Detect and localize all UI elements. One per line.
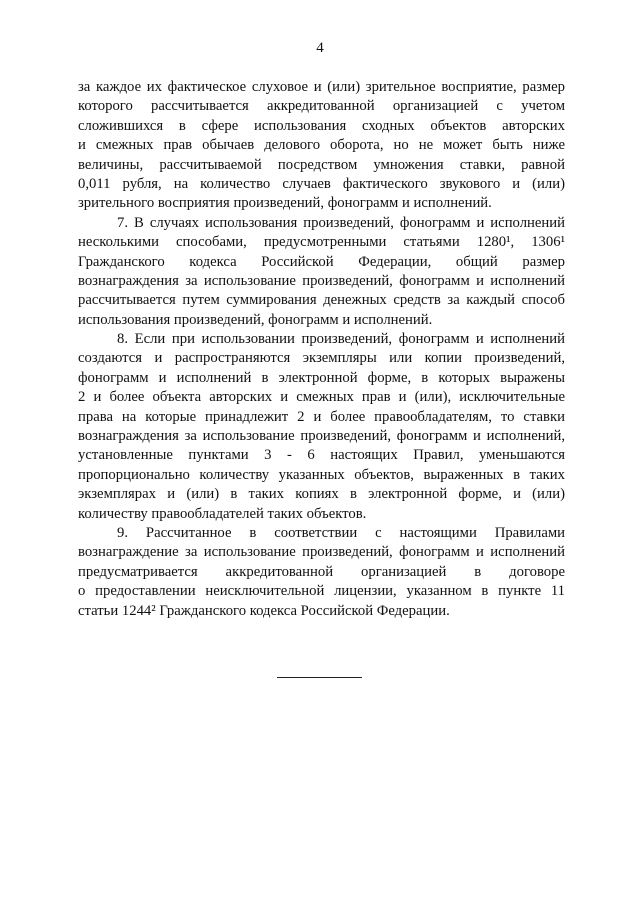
paragraph-line: которого рассчитывается аккредитованной организацией с учетом (78, 98, 565, 115)
paragraph-line: о предоставлении неисключительной лицензии, указанном в пункте 11 (78, 583, 565, 600)
paragraph-line: 2 и более объекта авторских и смежных прав и (или), исключительные (78, 389, 565, 406)
paragraph-line: Гражданского кодекса Российской Федерации, общий размер (78, 253, 565, 270)
paragraph-line: предусматривается аккредитованной организацией в договоре (78, 563, 565, 580)
document-body (78, 78, 565, 621)
paragraph-line: 9. Рассчитанное в соответствии с настоящими Правилами (117, 524, 565, 541)
paragraph-item-9 (78, 524, 565, 621)
paragraph-line: и смежных прав обычаев делового оборота, но не может быть ниже (78, 137, 565, 154)
end-separator-line (277, 677, 362, 678)
paragraph-line: зрительного восприятия произведений, фонограмм и исполнений. (78, 195, 492, 212)
paragraph-line: пропорционально количеству указанных объектов, выраженных в таких (78, 466, 565, 483)
paragraph-line: 0,011 рубля, на количество случаев фактического звукового и (или) (78, 175, 565, 192)
paragraph-line: экземплярах и (или) в таких копиях в электронной форме, и (или) (78, 486, 565, 503)
paragraph-continuation (78, 78, 565, 214)
paragraph-item-7 (78, 214, 565, 330)
paragraph-line: вознаграждения за использование произведений, фонограмм и исполнений, (78, 428, 565, 445)
paragraph-line: права на которые принадлежит 2 и более правообладателям, то ставки (78, 408, 565, 425)
paragraph-line: статьи 1244² Гражданского кодекса Российской Федерации. (78, 602, 450, 619)
paragraph-line: величины, рассчитываемой посредством умножения ставки, равной (78, 156, 565, 173)
paragraph-line: фонограмм и исполнений в электронной форме, в которых выражены (78, 369, 565, 386)
page-number: 4 (316, 40, 324, 56)
paragraph-line: вознаграждения за использование произведений, фонограмм и исполнений (78, 272, 565, 289)
paragraph-line: сложившихся в сфере использования сходных объектов авторских (78, 117, 565, 134)
paragraph-line: количеству правообладателей таких объектов. (78, 505, 367, 522)
paragraph-item-8 (78, 330, 565, 524)
paragraph-line: вознаграждение за использование произведений, фонограмм и исполнений (78, 544, 565, 561)
paragraph-line: за каждое их фактическое слуховое и (или) зрительное восприятие, размер (78, 79, 565, 95)
paragraph-line: 8. Если при использовании произведений, фонограмм и исполнений (117, 331, 565, 348)
paragraph-line: создаются и распространяются экземпляры или копии произведений, (78, 350, 565, 367)
paragraph-line: использования произведений, фонограмм и исполнений. (78, 311, 433, 328)
paragraph-line: 7. В случаях использования произведений, фонограмм и исполнений (117, 214, 565, 231)
paragraph-line: несколькими способами, предусмотренными статьями 1280¹, 1306¹ (78, 234, 565, 251)
paragraph-line: установленные пунктами 3 - 6 настоящих Правил, уменьшаются (78, 447, 565, 464)
paragraph-line: рассчитывается путем суммирования денежных средств за каждый способ (78, 292, 565, 309)
